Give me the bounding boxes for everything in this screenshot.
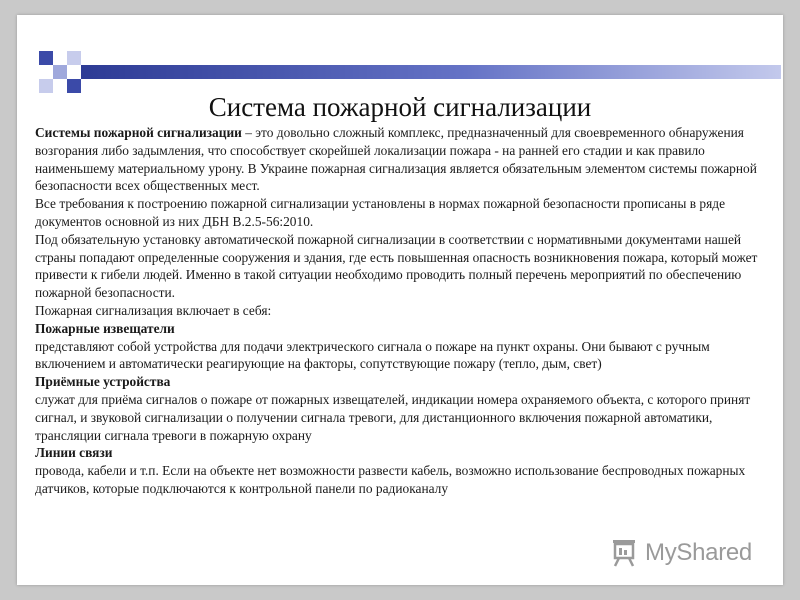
decor-square (53, 65, 67, 79)
decor-square (39, 51, 53, 65)
section-heading-receivers (35, 373, 777, 391)
section-text-lines: провода, кабели и т.п. Если на объекте нет возможности развести кабель, возможно использование беспроводных пожарных датчиков, которые подключаются к контрольной панели по радиоканалу (35, 463, 746, 496)
includes-paragraph: Пожарная сигнализация включает в себя: (35, 302, 272, 318)
section-heading-text: Линии связи (35, 445, 113, 461)
watermark-text: MyShared (645, 539, 752, 566)
slide (17, 15, 783, 585)
slide-title: Система пожарной сигнализации (208, 92, 592, 122)
intro-text: – это довольно сложный комплекс, предназначенный для своевременного обнаружения возгорания либо задымления, что способствует скорейшей локализации пожара - на ранней его стадии и как правило наименьшему материальному урону. В Украине пожарная сигнализация является обязательным элементом системы пожарной безопасности всех общественных мест. (35, 125, 757, 194)
intro-paragraph (35, 124, 777, 195)
presentation-board-icon (609, 538, 639, 568)
header-gradient-bar (81, 65, 781, 79)
requirements-paragraph: Все требования к построению пожарной сигнализации установлены в нормах пожарной безопасности прописаны в ряде документов основной из них ДБН В.2.5-56:2010. (35, 196, 726, 229)
section-text-detectors: представляют собой устройства для подачи электрического сигнала о пожаре на пункт охраны. Они бывают с ручным включением и автоматически реагирующие на факторы, сопутствующие пожару (тепло, дым, свет) (35, 338, 710, 372)
watermark-logo (609, 537, 752, 569)
section-text-receivers: служат для приёма сигналов о пожаре от пожарных извещателей, индикации номера охраняемого объекта, с которого принят сигнал, и звуковой сигнализации о получении сигнала тревоги, для дистанционного включения пожарной автоматики, трансляции сигнала тревоги в пожарную охрану (35, 391, 751, 443)
intro-term: Системы пожарной сигнализации (35, 125, 242, 140)
decor-square (67, 51, 81, 65)
installation-paragraph: Под обязательную установку автоматической пожарной сигнализации в соответствии с нормативными документами нашей страны попадают определенные сооружения и здания, где есть повышенная опасность возникновения пожара, который может привести к гибели людей. Именно в такой ситуации необходимо проводить полный перечень мероприятий по обеспечению пожарной безопасности. (35, 231, 758, 301)
section-heading-lines (35, 444, 777, 462)
section-heading-text: Пожарные извещатели (35, 320, 175, 336)
section-heading-text: Приёмные устройства (35, 374, 171, 390)
slide-body (35, 124, 777, 498)
section-heading-detectors (35, 320, 777, 338)
